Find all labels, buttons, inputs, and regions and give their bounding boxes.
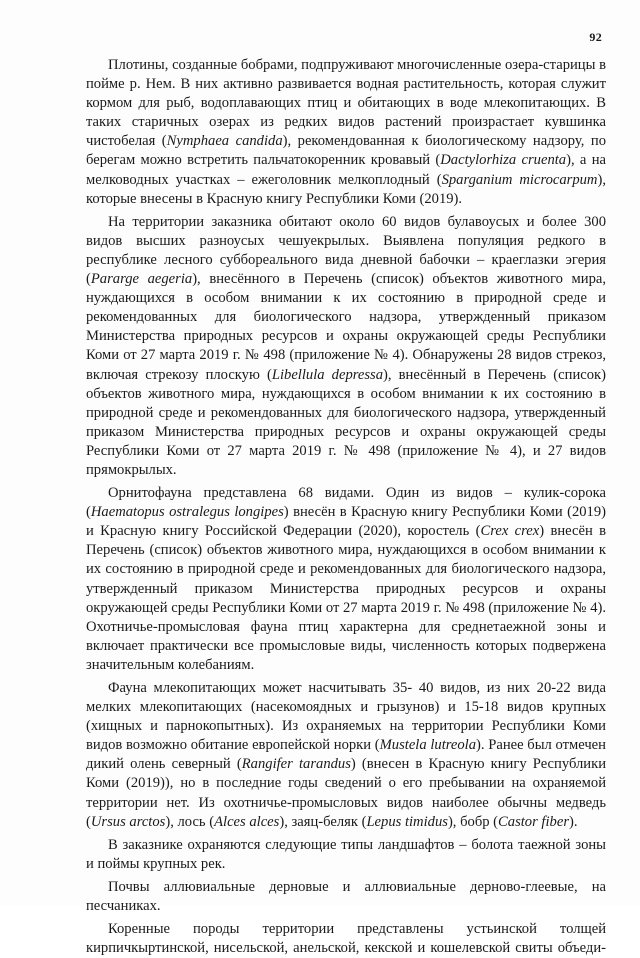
text-run: Почвы аллювиальные дерновые и аллювиальные дерново-глеевые, на песчаниках. xyxy=(86,878,606,915)
species-name: Mustela lutreola xyxy=(379,737,477,754)
text-run: ). xyxy=(569,813,578,830)
text-run: ), бобр ( xyxy=(447,813,499,830)
species-name: Castor fiber xyxy=(498,813,569,830)
text-run: Орнитофауна представлена 68 видами. Один из видов – кулик-сорока ( xyxy=(86,485,606,521)
species-name: Nymphaea candida xyxy=(166,133,283,150)
text-run: ) внесён в Красную книгу Республики Коми (2019) и Красную книгу Российской Федерации (2020), коростель ( xyxy=(86,504,606,540)
species-name: Pararge aegeria xyxy=(90,271,193,288)
text-run: ). Ранее был отмечен дикий олень северный ( xyxy=(86,737,606,773)
species-name: Libellula depressa xyxy=(271,366,384,383)
paragraph-beaver-dams xyxy=(86,56,606,209)
text-run: ), лось ( xyxy=(165,813,215,830)
body-text xyxy=(86,56,606,958)
species-name: Sparganium microcarpum xyxy=(441,171,598,188)
paragraph-landscapes xyxy=(86,836,606,874)
paragraph-soils xyxy=(86,878,606,916)
species-name: Alces alces xyxy=(214,813,280,830)
text-run: ) внесён в Перечень (список) объектов животного мира, нуждающихся в особом внимании к их состоянию в природной среде и рекомендованных для биологического надзора, утвержденный приказом Министерства природных ресурсов и охраны окружающей среды Республики Коми от 27 марта 2019 г. № 498 (приложение № 4). Охотничье-промысловая фауна птиц характерна для среднетаежной зоны и включает практически все промысловые виды, численность которых подвержена значительным колебаниям. xyxy=(86,523,607,673)
text-run: ), заяц-беляк ( xyxy=(279,813,367,830)
species-name: Lepus timidus xyxy=(366,813,448,830)
text-run: Коренные породы территории представлены устьинской толщей кирпичкыртинской, нисельской, анельской, кекской и кошелевской свиты объеди- xyxy=(86,921,606,957)
paragraph-mammals xyxy=(86,679,606,832)
text-run: ), внесённого в Перечень (список) объектов животного мира, нуждающихся в особом внимании к их состоянию в природной среде и рекомендованных для биологического надзора, утвержденный приказом Министерства природных ресурсов и охраны окружающей среды Республики Коми от 27 марта 2019 г. № 498 (приложение № 4). Обнаружены 28 видов стрекоз, включая стрекозу плоскую ( xyxy=(86,271,606,383)
text-run: ), которые внесены в Красную книгу Республики Коми (2019). xyxy=(86,171,606,207)
paragraph-bedrock xyxy=(86,920,606,958)
text-run: ), внесённый в Перечень (список) объектов животного мира, нуждающихся в особом внимании к их состоянию в природной среде и рекомендованных для биологического надзора, утвержденный приказом Министерства природных ресурсов и охраны окружающей среды Республики Коми от 27 марта 2019 г. № 498 (приложение № 4), и 27 видов прямокрылых. xyxy=(86,366,606,478)
species-name: Crex crex xyxy=(480,523,540,540)
species-name: Dactylorhiza cruenta xyxy=(440,152,567,169)
paragraph-insects xyxy=(86,213,606,480)
species-name: Ursus arctos xyxy=(90,813,166,830)
species-name: Rangifer tarandus xyxy=(241,756,351,773)
text-run: Фауна млекопитающих может насчитывать 35- 40 видов, из них 20-22 вида мелких млекопитающих (насекомоядных и грызунов) и 15-18 видов крупных (хищных и парнокопытных). Из охраняемых на территории Республики Коми видов возможно обитание европейской норки ( xyxy=(86,680,606,754)
text-run: ), а на мелководных участках – ежеголовник мелкоплодный ( xyxy=(86,152,607,188)
page-number: 92 xyxy=(589,30,602,44)
text-run: ), рекомендованная к биологическому надзору, по берегам можно встретить пальчатокоренник кровавый ( xyxy=(86,133,606,169)
paragraph-birds xyxy=(86,484,606,675)
text-run: ) (внесен в Красную книгу Республики Коми (2019)), но в последние годы сведений о его пребывании на охраняемой территории нет. Из охотничье-промысловых видов наиболее обычны медведь ( xyxy=(86,756,607,830)
text-run: В заказнике охраняются следующие типы ландшафтов – болота таежной зоны и поймы крупных рек. xyxy=(86,836,606,872)
species-name: Haematopus ostralegus longipes xyxy=(90,504,284,521)
text-run: Плотины, созданные бобрами, подпруживают многочисленные озера-старицы в пойме р. Нем. В них активно развивается водная растительность, которая служит кормом для рыб, водоплавающих птиц и обитающих в воде млекопитающих. В таких старичных озерах из редких видов растений произрастает кувшинка чистобелая ( xyxy=(86,57,606,150)
text-run: На территории заказника обитают около 60 видов булавоусых и более 300 видов высших разноусых чешуекрылых. Выявлена популяция редкого в республике лесного суббореального вида дневной бабочки – краеглазки эгерия ( xyxy=(86,213,606,288)
